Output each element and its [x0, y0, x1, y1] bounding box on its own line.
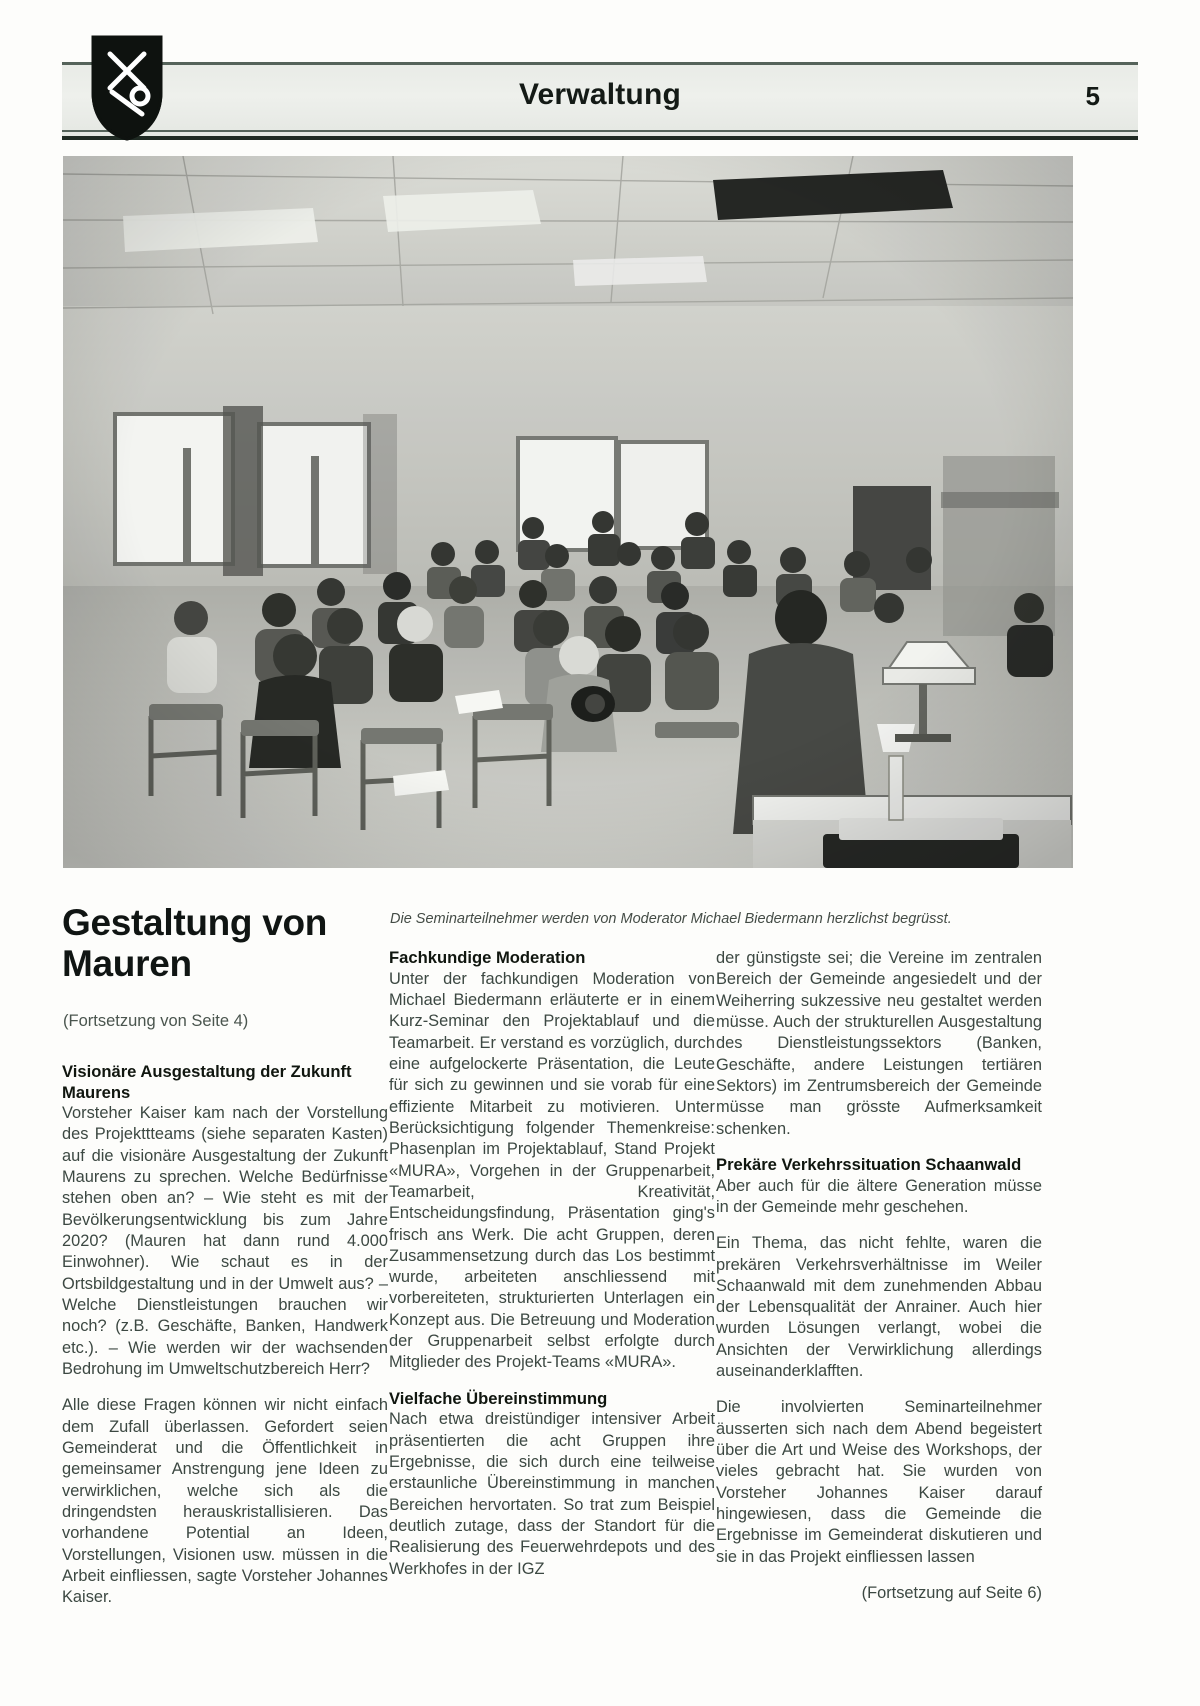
- body-column-2: [389, 948, 715, 1580]
- column3-paragraph-3: Ein Thema, das nicht fehlte, waren die prekären Verkehrsverhältnisse im Weiler Schaanwald mit dem zunehmenden Abbau der Lebensqualität der Anrainer. Auch hier wurden Lösungen verlangt, wobei die Ansichten der Verwirklichung allerdings auseinanderklafften.: [716, 1234, 1042, 1381]
- column3-paragraph-4: Die involvierten Seminarteilnehmer äusserten sich nach dem Abend begeistert über die Art und Weise des Workshops, der vieles gebracht hat. Sie wurden von Vorsteher Johannes Kaiser darauf hingewiesen, dass die Gemeinde die Ergebnisse im Gemeinderat diskutieren und sie in das Projekt einfliessen lassen: [716, 1398, 1042, 1566]
- photo-caption: Die Seminarteilnehmer werden von Moderator Michael Biedermann herzlichst begrüsst.: [390, 911, 952, 927]
- masthead: [62, 62, 1138, 138]
- column2-heading-2: Vielfache Übereinstimmung: [389, 1388, 608, 1408]
- masthead-rule-bottom-thin: [62, 130, 1138, 132]
- article-continuation-note: (Fortsetzung auf Seite 6): [861, 1584, 1042, 1603]
- section-title: Verwaltung: [518, 78, 682, 111]
- column2-paragraph-1: Unter der fachkundigen Moderation von Michael Biedermann erläuterte er in einem Kurz-Seminar den Projektablauf und die Teamarbeit. Er verstand es vorzüglich, durch eine aufgelockerte Präsentation, die Leute für sich zu gewinnen und sie vorab für eine effiziente Mitarbeit zu motivieren. Unter Berücksichtigung folgender Themenkreise: Phasenplan im Projektablauf, Stand Projekt «MURA», Vorgehen in der Gruppenarbeit, Teamarbeit, Kreativität, Entscheidungsfindung, Präsentation ging's frisch ans Werk. Die acht Gruppen, deren Zusammensetzung durch das Los bestimmt wurde, arbeiteten anschliessend mit vorbereiteten, strukturierten Unterlagen ein Konzept aus. Die Betreuung und Moderation der Gruppenarbeit selbst erfolgte durch Mitglieder des Projekt-Teams «MURA».: [389, 969, 715, 1372]
- column1-heading: Visionäre Ausgestaltung der Zukunft Maurens: [62, 1062, 352, 1102]
- column1-paragraph-1: Vorsteher Kaiser kam nach der Vorstellung des Projekttteams (siehe separaten Kasten) auf die visionäre Ausgestaltung der Zukunft Maurens zu sprechen. Welche Bedürfnisse stehen oben an? – Wie steht es mit der Bevölkerungsentwicklung bis zum Jahre 2020? (Mauren hat dann rund 4.000 Einwohner). Wie schaut es in der Ortsbildgestaltung und in der Umwelt aus? – Welche Dienstleistungen brauchen wir noch? (z.B. Geschäfte, Banken, Handwerk etc.). – Wie werden wir der wachsenden Bedrohung im Umweltschutzbereich Herr?: [62, 1104, 388, 1379]
- column1-paragraph-2: Alle diese Fragen können wir nicht einfach dem Zufall überlassen. Gefordert seien Gemeinderat und die Öffentlichkeit in gemeinsamer Anstrengung jene Ideen zu verwirklichen, welche sich als die dringendsten herauskristallisieren. Das vorhandene Potential an Ideen, Vorstellungen, Visionen usw. müssen in die Arbeit einfliessen, sagte Vorsteher Johannes Kaiser.: [62, 1396, 388, 1607]
- column2-heading-1: Fachkundige Moderation: [389, 948, 586, 967]
- article-kicker: (Fortsetzung von Seite 4): [63, 1012, 249, 1030]
- seminar-audience-photo: [63, 156, 1073, 868]
- mauren-coat-of-arms-icon: [90, 34, 164, 142]
- column3-heading-1: Prekäre Verkehrssituation Schaanwald: [716, 1154, 1022, 1174]
- page-title: Gestaltung von Mauren: [62, 902, 328, 985]
- masthead-rule-bottom-thick: [62, 136, 1138, 140]
- masthead-rule-top: [62, 62, 1138, 65]
- column3-paragraph-2: Aber auch für die ältere Generation müsse in der Gemeinde mehr geschehen.: [716, 1176, 1042, 1216]
- body-column-3: [716, 948, 1042, 1604]
- page-number: 5: [1085, 81, 1100, 111]
- body-column-1: [62, 1062, 388, 1609]
- column3-paragraph-1: der günstigste sei; die Vereine im zentralen Bereich der Gemeinde angesiedelt und der Weiherring sukzessive neu gestaltet werden müsse. Auch der strukturellen Ausgestaltung des Dienstleistungssektors (Banken, Geschäfte, andere Leistungen tertiären Sektors) im Zentrumsbereich der Gemeinde müsse man grösste Aufmerksamkeit schenken.: [716, 949, 1042, 1138]
- column2-paragraph-2: Nach etwa dreistündiger intensiver Arbeit präsentierten die acht Gruppen ihre Ergebnisse, die sich durch eine teilweise erstaunliche Übereinstimmung in manchen Bereichen hervortaten. So trat zum Beispiel deutlich zutage, dass der Standort für die Realisierung des Feuerwehrdepots und des Werkhofes in der IGZ: [389, 1410, 715, 1578]
